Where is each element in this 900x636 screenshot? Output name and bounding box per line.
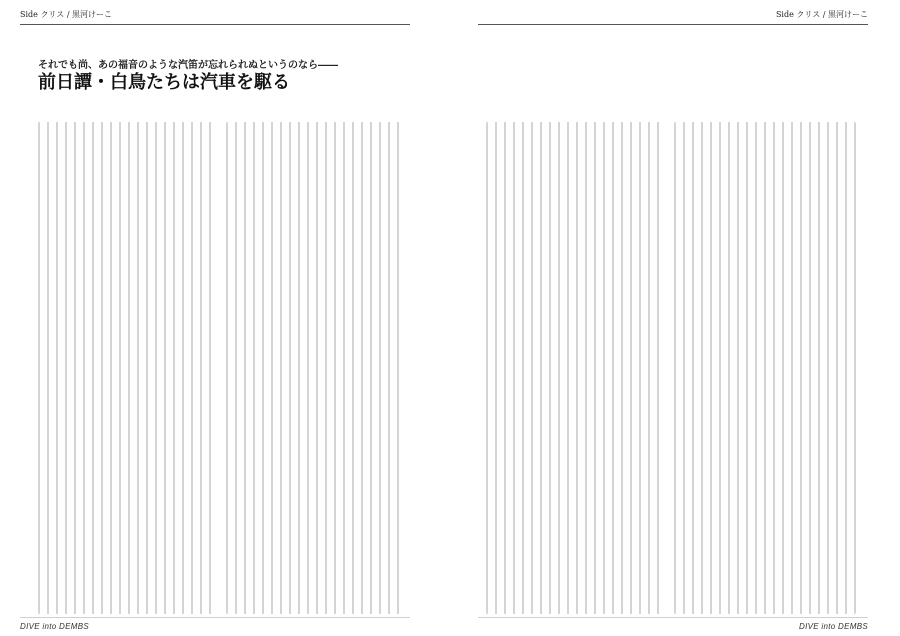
right-footer-rule [478,617,868,618]
story-title: 前日譚・白鳥たちは汽車を駆る [38,72,290,93]
left-header-rule [20,24,410,25]
left-footer-rule [20,617,410,618]
left-body-column-1 [38,122,214,614]
right-page [450,0,900,636]
right-body-column-2 [674,122,856,614]
right-header-rule [478,24,868,25]
right-body-column-1 [486,122,662,614]
right-page-header: Side クリス / 黒河けーこ [775,10,868,19]
right-page-footer: DIVE into DEMBS [799,622,868,631]
left-page-footer: DIVE into DEMBS [20,622,89,631]
left-body-column-2 [226,122,406,614]
story-lead-line: それでも尚、あの福音のような汽笛が忘れられぬというのなら―― [38,60,338,71]
left-page-header: Side クリス / 黒河けーこ [20,10,113,19]
